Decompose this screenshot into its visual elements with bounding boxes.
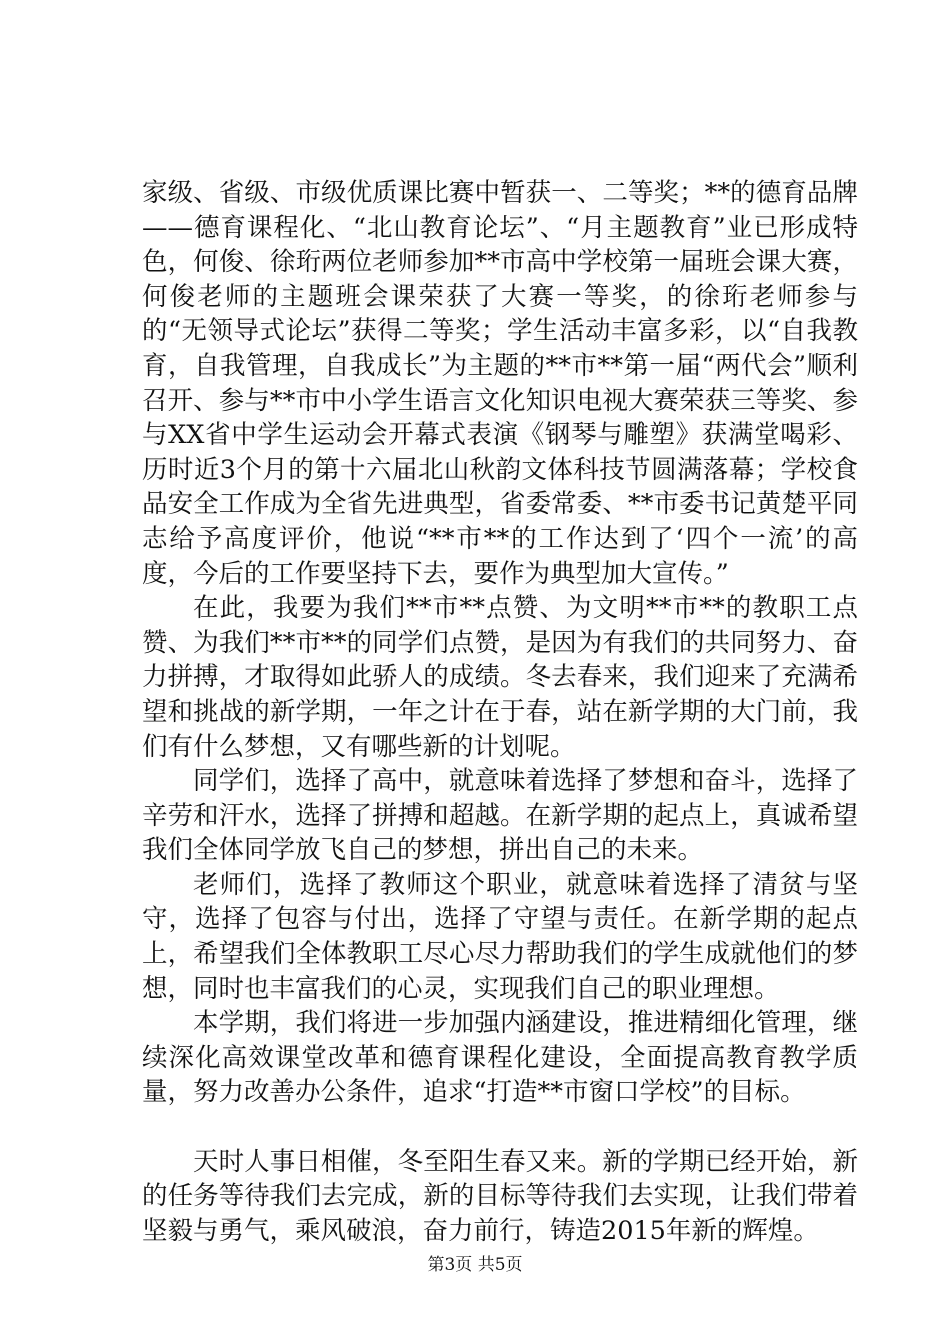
paragraph-5: 本学期，我们将进一步加强内涵建设，推进精细化管理，继续深化高效课堂改革和德育课程化建设，全面提高教育教学质量，努力改善办公条件，追求“打造**市窗口学校”的目标。 — [142, 1008, 858, 1108]
document-body — [142, 176, 858, 1248]
page-number-footer: 第3页 共5页 — [427, 1255, 523, 1275]
paragraph-1: 家级、省级、市级优质课比赛中暂获一、二等奖；**的德育品牌——德育课程化、“北山教育论坛”、“月主题教育”业已形成特色，何俊、徐珩两位老师参加**市高中学校第一届班会课大赛，何俊老师的主题班会课荣获了大赛一等奖，的徐珩老师参与的“无领导式论坛”获得二等奖；学生活动丰富多彩，以“自我教育，自我管理，自我成长”为主题的**市**第一届“两代会”顺利召开、参与**市中小学生语言文化知识电视大赛荣获三等奖、参与XX省中学生运动会开幕式表演《钢琴与雕塑》获满堂喝彩、历时近3个月的第十六届北山秋韵文体科技节圆满落幕；学校食品安全工作成为全省先进典型，省委常委、**市委书记黄楚平同志给予高度评价，他说“**市**的工作达到了‘四个一流’的高度，今后的工作要坚持下去，要作为典型加大宣传。” — [142, 178, 858, 589]
paragraph-3: 同学们，选择了高中，就意味着选择了梦想和奋斗，选择了辛劳和汗水，选择了拼搏和超越。在新学期的起点上，真诚希望我们全体同学放飞自己的梦想，拼出自己的未来。 — [142, 766, 858, 866]
paragraph-spacer — [142, 1110, 858, 1145]
paragraph-4: 老师们，选择了教师这个职业，就意味着选择了清贫与坚守，选择了包容与付出，选择了守望与责任。在新学期的起点上，希望我们全体教职工尽心尽力帮助我们的学生成就他们的梦想，同时也丰富我们的心灵，实现我们自己的职业理想。 — [142, 869, 858, 1004]
paragraph-2: 在此，我要为我们**市**点赞、为文明**市**的教职工点赞、为我们**市**的同学们点赞，是因为有我们的共同努力、奋力拼搏，才取得如此骄人的成绩。冬去春来，我们迎来了充满希望和挑战的新学期，一年之计在于春，站在新学期的大门前，我们有什么梦想，又有哪些新的计划呢。 — [142, 593, 858, 762]
paragraph-6: 天时人事日相催，冬至阳生春又来。新的学期已经开始，新的任务等待我们去完成，新的目标等待我们去实现，让我们带着坚毅与勇气，乘风破浪，奋力前行，铸造2015年新的辉煌。 — [142, 1146, 858, 1246]
